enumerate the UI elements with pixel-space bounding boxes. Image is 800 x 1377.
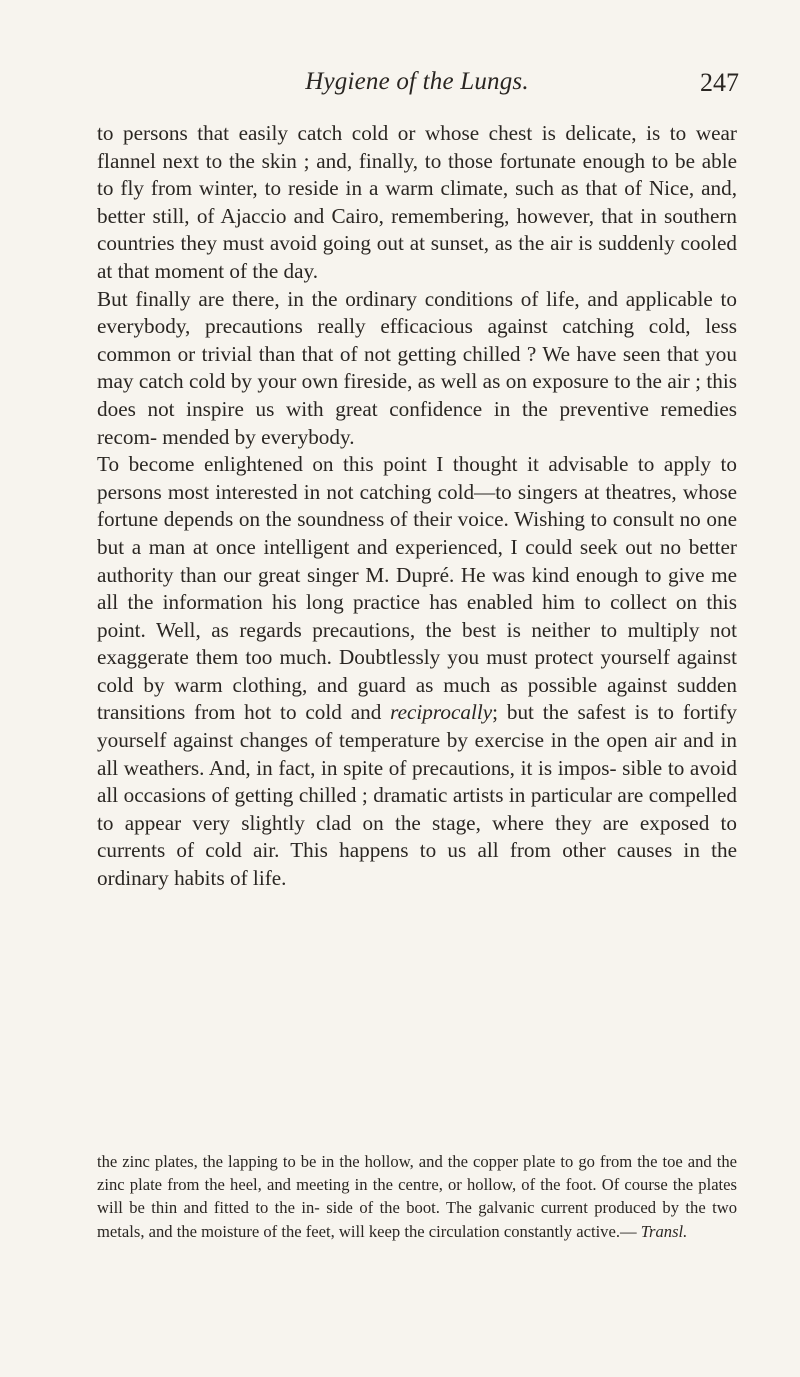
paragraph-2: But finally are there, in the ordinary conditions of life, and applicable to everybody, precautions really efficacious against catching cold, less common or trivial than that of not getting chilled ? We have seen that you may catch cold by your own fireside, as well as on exposure to the air ; this does not inspire us with great confidence in the preventive remedies recom- mended by everybody. [97, 286, 737, 449]
footnote [97, 1150, 737, 1243]
footnote-attribution: Transl. [640, 1221, 688, 1241]
page-number: 247 [700, 68, 739, 97]
footnote-text: the zinc plates, the lapping to be in the hollow, and the copper plate to go from the toe and the zinc plate from the heel, and meeting in the centre, or hollow, of the foot. Of course the plates will be thin and fitted to the in- side of the boot. The galvanic current produced by the two metals, and the moisture of the feet, will keep the circulation constantly active.— [97, 1152, 737, 1241]
emphasis-reciprocally: reciprocally [390, 700, 493, 725]
running-head [97, 68, 737, 108]
book-page [97, 0, 737, 1377]
paragraph-3-text-after: ; but the safest is to fortify yourself against changes of temperature by exercise in the open air and in all weathers. And, in fact, in spite of precautions, it is impos- sible to avoid all occasions of getting chilled ; dramatic artists in particular are compelled to appear very slightly clad on the stage, where they are exposed to currents of cold air. This happens to us all from other causes in the ordinary habits of life. [97, 700, 737, 891]
paragraph-3-text-before: To become enlightened on this point I thought it advisable to apply to persons most interested in not catching cold—to singers at theatres, whose fortune depends on the soundness of their voice. Wishing to consult no one but a man at once intelligent and experienced, I could seek out no better authority than our great singer M. Dupré. He was kind enough to give me all the information his long practice has enabled him to collect on this point. Well, as regards precautions, the best is neither to multiply not exaggerate them too much. Doubtlessly you must protect yourself against cold by warm clothing, and guard as much as possible against sudden transitions from hot to cold and [97, 452, 737, 725]
paragraph-3 [97, 451, 737, 893]
body-text [97, 120, 737, 893]
paragraph-1: to persons that easily catch cold or whose chest is delicate, is to wear flannel next to the skin ; and, finally, to those fortunate enough to be able to fly from winter, to reside in a warm climate, such as that of Nice, and, better still, of Ajaccio and Cairo, remembering, however, that in southern countries they must avoid going out at sunset, as the air is suddenly cooled at that moment of the day. [97, 121, 737, 283]
running-title: Hygiene of the Lungs. [305, 68, 529, 95]
